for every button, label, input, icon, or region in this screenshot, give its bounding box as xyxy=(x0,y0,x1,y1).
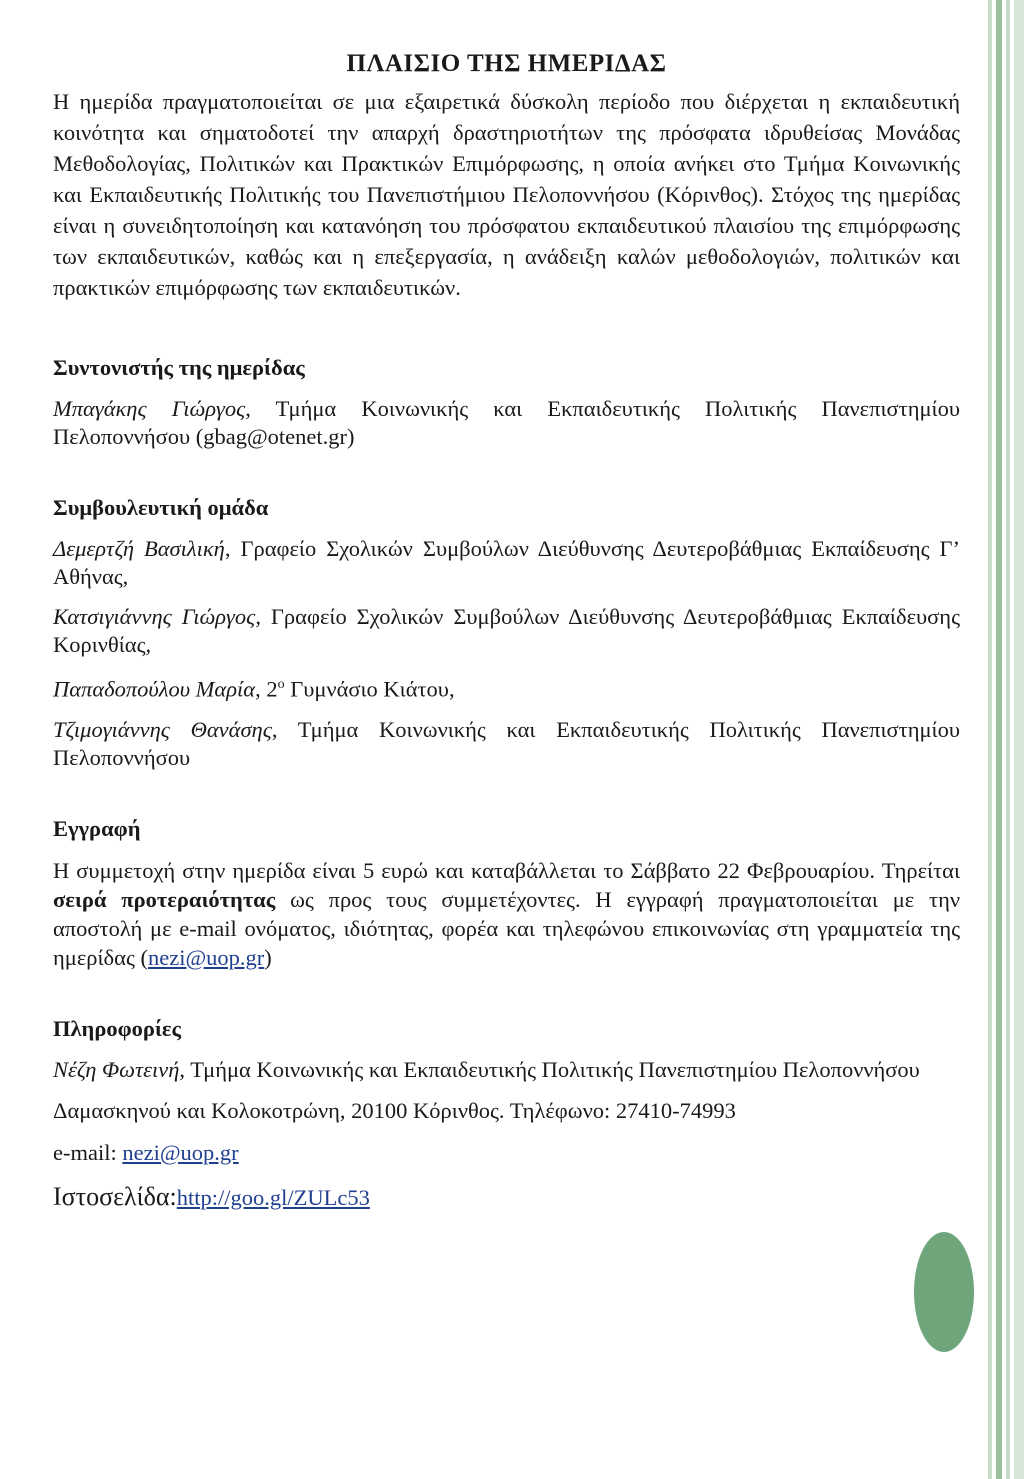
website-label: Ιστοσελίδα: xyxy=(53,1181,177,1211)
member-affiliation: , Τμήμα Κοινωνικής και Εκπαιδευτικής Πολιτικής Πανεπιστημίου Πελοποννήσου xyxy=(53,716,960,770)
registration-heading: Εγγραφή xyxy=(53,815,141,841)
coordinator-name: Μπαγάκης Γιώργος xyxy=(53,396,246,421)
info-contact-entry xyxy=(53,1056,960,1084)
registration-paragraph xyxy=(53,856,960,972)
contact-name: Νέζη Φωτεινή xyxy=(53,1056,180,1082)
registration-section xyxy=(53,814,960,972)
contact-email-line xyxy=(53,1138,960,1168)
advisory-member xyxy=(53,603,960,659)
decorative-side-stripes xyxy=(978,0,1024,1479)
priority-emphasis: σειρά προτεραιότητας xyxy=(53,886,276,912)
advisory-heading: Συμβουλευτική ομάδα xyxy=(53,495,269,520)
coordinator-heading: Συντονιστής της ημερίδας xyxy=(53,355,305,380)
website-line xyxy=(53,1180,960,1215)
member-name: Τζιμογιάννης Θανάσης xyxy=(53,716,272,742)
registration-text-cont: ως προς τους συμμετέχοντες. Η εγγραφή πραγματοποιείται με την αποστολή με e-mail ονόματος, ιδιότητας, φορέα και τηλεφώνου επικοινωνίας στη γραμματεία της ημερίδας ( xyxy=(53,886,961,970)
member-name: Παπαδοπούλου Μαρία xyxy=(53,676,256,702)
coordinator-entry xyxy=(53,395,960,451)
member-affiliation: , 2 xyxy=(255,676,278,702)
document-body xyxy=(53,50,960,1215)
contact-affiliation: , Τμήμα Κοινωνικής και Εκπαιδευτικής Πολιτικής Πανεπιστημίου Πελοποννήσου xyxy=(179,1056,920,1082)
contact-address: Δαμασκηνού και Κολοκοτρώνη, 20100 Κόρινθος. Τηλέφωνο: 27410-74993 xyxy=(53,1097,736,1123)
page-title: ΠΛΑΙΣΙΟ ΤΗΣ ΗΜΕΡΙΔΑΣ xyxy=(346,50,667,77)
intro-paragraph: Η ημερίδα πραγματοποιείται σε μια εξαιρετικά δύσκολη περίοδο που διέρχεται η εκπαιδευτική κοινότητα και σηματοδοτεί την απαρχή δραστηριοτήτων της πρόσφατα ιδρυθείσας Μονάδας Μεθοδολογίας, Πολιτικών και Πρακτικών Επιμόρφωσης, η οποία ανήκει στο Τμήμα Κοινωνικής και Εκπαιδευτικής Πολιτικής του Πανεπιστήμιου Πελοποννήσου (Κόρινθος). Στόχος της ημερίδας είναι η συνειδητοποίηση και κατανόηση του πρόσφατου εκπαιδευτικού πλαισίου της επιμόρφωσης των εκπαιδευτικών, καθώς και η επεξεργασία, η ανάδειξη καλών μεθοδολογιών, πολιτικών και πρακτικών επιμόρφωσης των εκπαιδευτικών. xyxy=(53,89,960,300)
email-label: e-mail: xyxy=(53,1139,123,1165)
info-section xyxy=(53,1014,960,1215)
website-link[interactable]: http://goo.gl/ZULc53 xyxy=(176,1184,370,1210)
member-affiliation-rest: Γυμνάσιο Κιάτου, xyxy=(284,676,455,702)
member-name: Δεμερτζή Βασιλική xyxy=(53,536,225,561)
member-affiliation: , Γραφείο Σχολικών Συμβούλων Διεύθυνσης Δευτεροβάθμιας Εκπαίδευσης Γ’ Αθήνας, xyxy=(53,536,960,589)
advisory-member xyxy=(53,535,960,591)
decorative-green-oval xyxy=(914,1232,974,1352)
contact-email-link[interactable]: nezi@uop.gr xyxy=(122,1139,239,1165)
advisory-section xyxy=(53,493,960,772)
ordinal-suffix: ο xyxy=(277,677,285,692)
advisory-member xyxy=(53,671,960,704)
member-name: Κατσιγιάννης Γιώργος xyxy=(53,604,256,629)
member-affiliation: , Γραφείο Σχολικών Συμβούλων Διεύθυνσης Δευτεροβάθμιας Εκπαίδευσης Κορινθίας, xyxy=(53,604,960,657)
registration-text-end: ) xyxy=(264,944,272,970)
registration-email-link[interactable]: nezi@uop.gr xyxy=(147,944,265,970)
coordinator-section xyxy=(53,353,960,451)
advisory-member xyxy=(53,716,960,772)
registration-text: Η συμμετοχή στην ημερίδα είναι 5 ευρώ και καταβάλλεται το Σάββατο 22 Φεβρουαρίου. Τηρείται xyxy=(53,857,960,883)
coordinator-affiliation: , Τμήμα Κοινωνικής και Εκπαιδευτικής Πολιτικής Πανεπιστημίου Πελοποννήσου (gbag@otenet.gr) xyxy=(53,396,960,449)
info-heading: Πληροφορίες xyxy=(53,1015,182,1041)
